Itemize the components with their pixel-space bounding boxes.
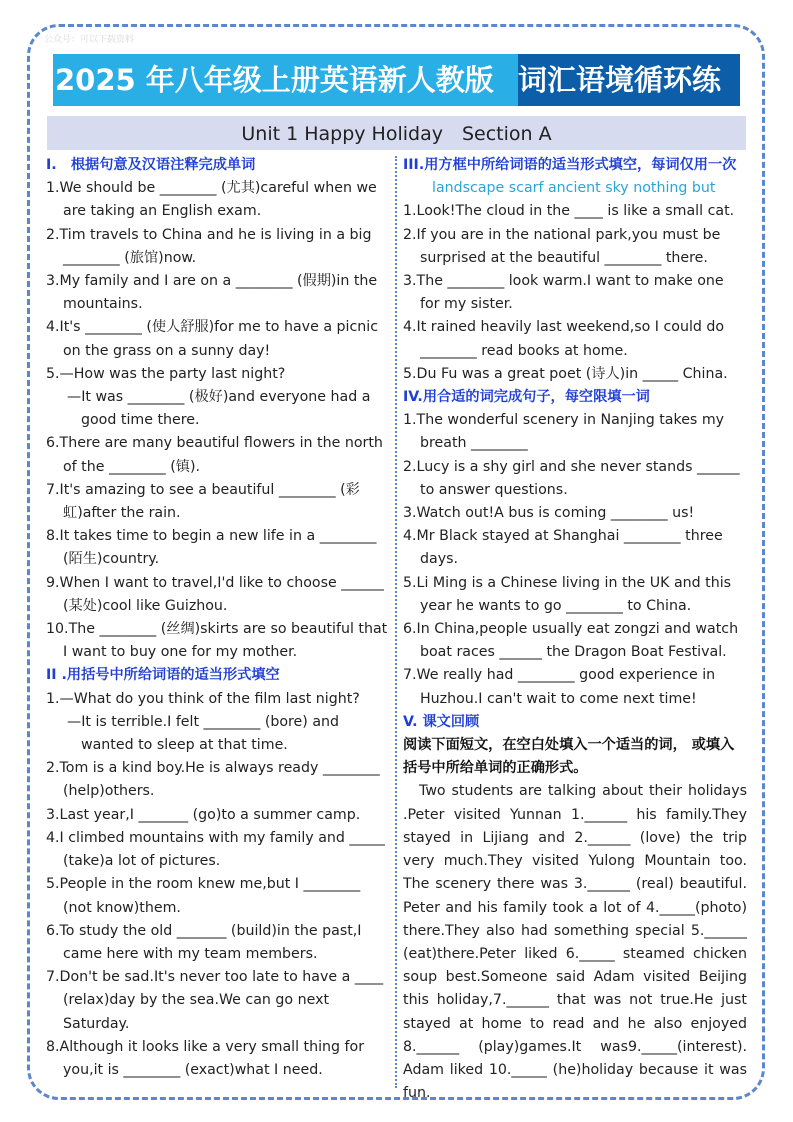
s4-question-7: 7.We really had ________ good experience in Huzhou.I can't wait to come next time! [403, 667, 716, 707]
watermark: 公众号：可以下载资料 [44, 35, 135, 45]
s1-question-8: 8.It takes time to begin a new life in a ________ (陌生)country. [46, 528, 377, 568]
s1-question-2: 2.Tim travels to China and he is living in a big ________ (旅馆)now. [46, 226, 372, 266]
s2-question-5: 5.People in the room knew me,but I ________ (not know)them. [46, 876, 361, 916]
s3-question-3: 3.The ________ look warm.I want to make one for my sister. [403, 273, 724, 313]
left-column [46, 154, 388, 1082]
s4-question-1: 1.The wonderful scenery in Nanjing takes my breath ________ [403, 412, 725, 452]
s3-question-4: 4.It rained heavily last weekend,so I could do ________ read books at home. [403, 319, 725, 359]
s2-question-3: 3.Last year,I _______ (go)to a summer camp. [46, 806, 361, 823]
section-3-heading: III.用方框中所给词语的适当形式填空，每词仅用一次 [403, 157, 737, 173]
s3-question-1: 1.Look!The cloud in the ____ is like a small cat. [403, 203, 735, 220]
s1-question-6: 6.There are many beautiful flowers in the north of the ________ (镇). [46, 435, 383, 475]
column-divider [395, 156, 397, 1088]
unit-title: Unit 1 Happy Holiday Section A [47, 116, 746, 150]
s1-question-10: 10.The ________ (丝绸)skirts are so beautiful that I want to buy one for my mother. [46, 621, 388, 661]
title-part2: 词汇语境循环练 [518, 54, 740, 106]
s3-question-5: 5.Du Fu was a great poet (诗人)in _____ China. [403, 365, 728, 382]
word-box: landscape scarf ancient sky nothing but [432, 180, 716, 197]
s2-question-7: 7.Don't be sad.It's never too late to have a ____ (relax)day by the sea.We can go next Saturday. [46, 969, 384, 1032]
s1-question-1: 1.We should be ________ (尤其)careful when we are taking an English exam. [46, 180, 377, 220]
s1-question-7: 7.It's amazing to see a beautiful ________ (彩虹)after the rain. [46, 481, 360, 522]
title-part1: 2025 年八年级上册英语新人教版 [53, 54, 518, 106]
s2-question-2: 2.Tom is a kind boy.He is always ready ________ (help)others. [46, 760, 380, 800]
title-banner [53, 54, 740, 106]
s4-question-2: 2.Lucy is a shy girl and she never stands ______ to answer questions. [403, 458, 740, 498]
section-5-instruction: 阅读下面短文，在空白处填入一个适当的词， 或填入括号中所给单词的正确形式。 [403, 737, 735, 777]
s2-question-1a: 1.—What do you think of the film last night? [46, 690, 360, 707]
s2-question-1b: —It is terrible.I felt ________ (bore) and wanted to sleep at that time. [67, 713, 340, 754]
right-column [403, 154, 747, 1105]
s1-question-3: 3.My family and I are on a ________ (假期)in the mountains. [46, 273, 378, 313]
s2-question-8: 8.Although it looks like a very small thing for you,it is ________ (exact)what I need. [46, 1038, 365, 1078]
s2-question-6: 6.To study the old _______ (build)in the past,I came here with my team members. [46, 922, 362, 962]
s1-question-9: 9.When I want to travel,I'd like to choose ______ (某处)cool like Guizhou. [46, 574, 384, 614]
s1-question-5a: 5.—How was the party last night? [46, 365, 286, 382]
s4-question-6: 6.In China,people usually eat zongzi and watch boat races ______ the Dragon Boat Festival. [403, 621, 739, 661]
s4-question-5: 5.Li Ming is a Chinese living in the UK and this year he wants to go ________ to China. [403, 574, 732, 614]
section-4-heading: IV.用合适的词完成句子，每空限填一词 [403, 389, 650, 406]
s2-question-4: 4.I climbed mountains with my family and _____ (take)a lot of pictures. [46, 829, 385, 870]
s1-question-4: 4.It's ________ (使人舒服)for me to have a picnic on the grass on a sunny day! [46, 319, 379, 359]
section-1-heading: I. 根据句意及汉语注释完成单词 [46, 157, 256, 173]
s1-question-5b: —It was ________ (极好)and everyone had a good time there. [67, 389, 371, 429]
s4-question-4: 4.Mr Black stayed at Shanghai ________ three days. [403, 528, 723, 568]
section-2-heading: II .用括号中所给词语的适当形式填空 [46, 667, 280, 684]
reading-passage: Two students are talking about their holidays .Peter visited Yunnan 1.______ his family.They stayed in Lijiang and 2.______ (love) the trip very much.They visited Yulong Mountain too. The scenery there was 3.______ (real) beautiful. Peter and his family took a lot of 4._____(photo) there.They also had something special 5.______ (eat)there.Peter liked 6._____ steamed chicken soup best.Someone said Adam visited Beijing this holiday,7.______ that was not true.He just stayed at home to read and he also enjoyed 8.______ (play)games.It was9._____(interest). Adam liked 10._____ (he)holiday because it was fun. [403, 783, 747, 1102]
s4-question-3: 3.Watch out!A bus is coming ________ us! [403, 505, 695, 522]
section-5-heading: V. 课文回顾 [403, 713, 480, 730]
s3-question-2: 2.If you are in the national park,you must be surprised at the beautiful ________ there. [403, 226, 721, 266]
